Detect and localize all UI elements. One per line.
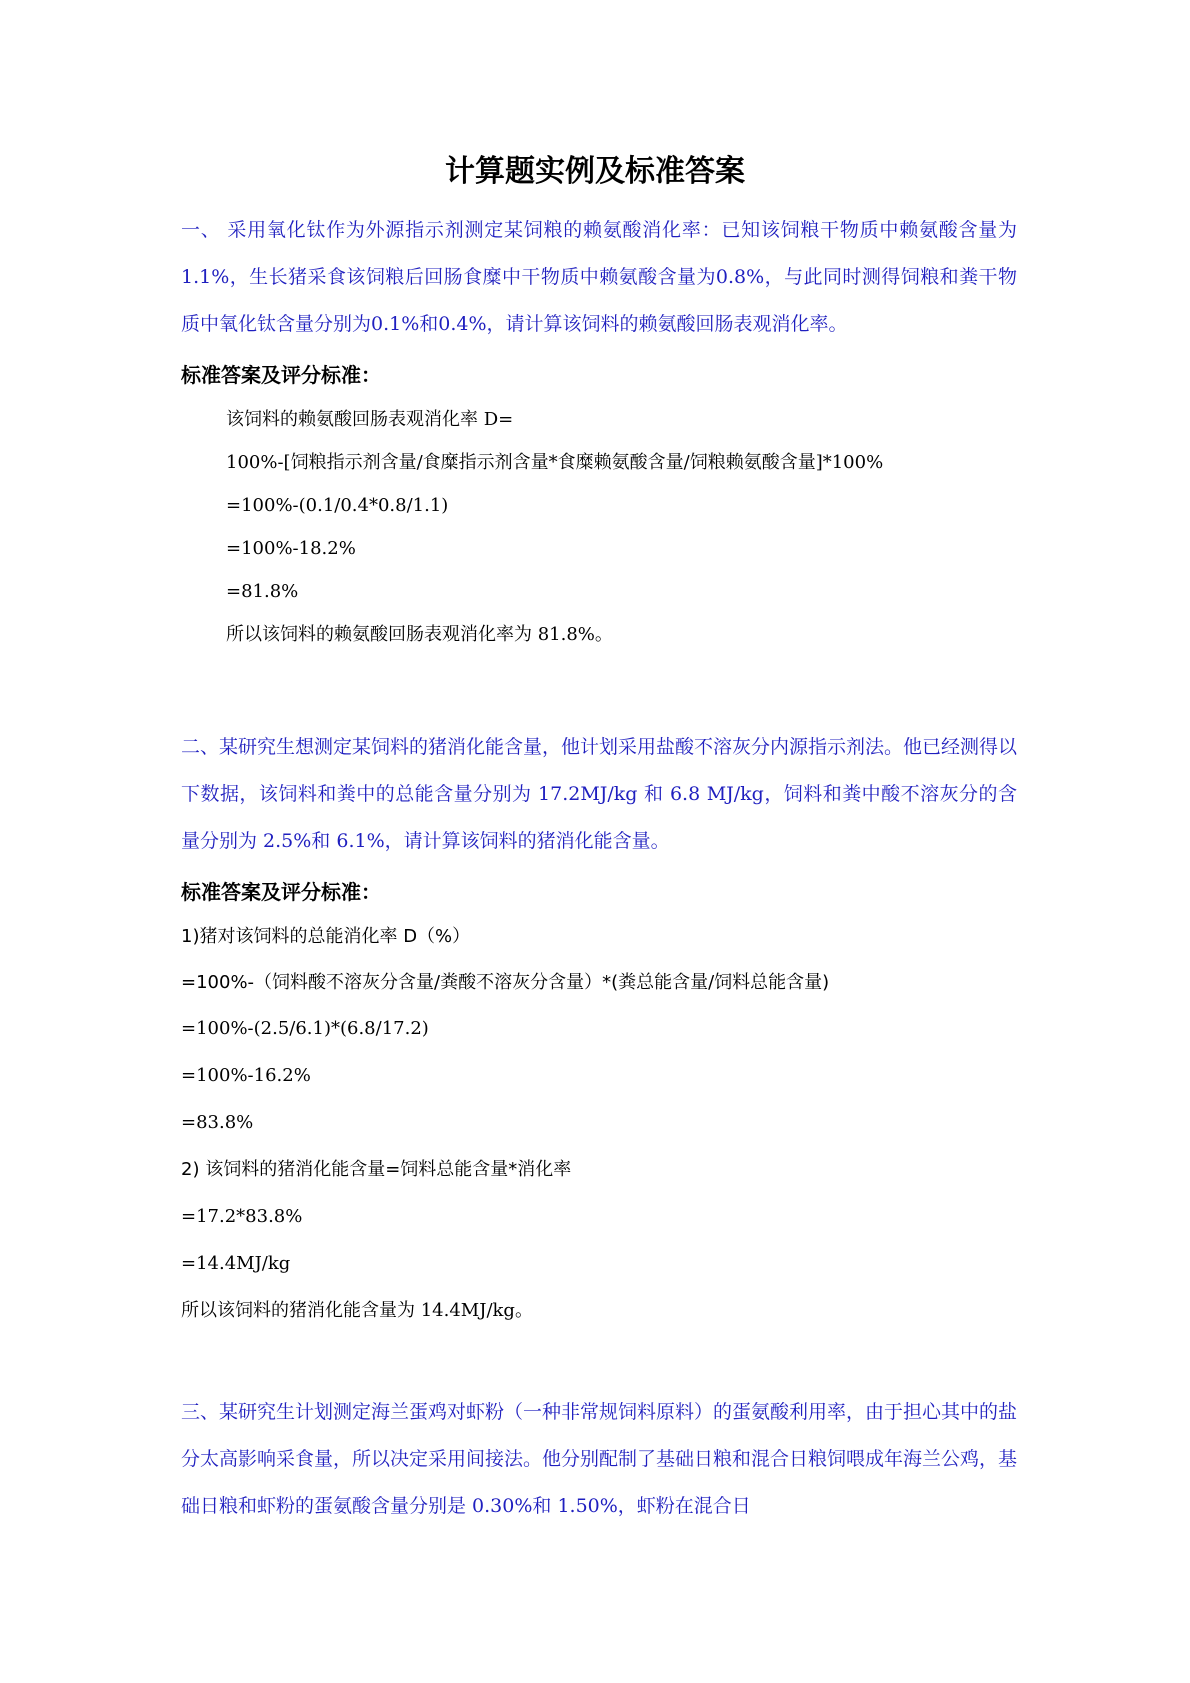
answer-heading-1: 标准答案及评分标准： (181, 363, 381, 387)
question-1-text: 一、 采用氧化钛作为外源指示剂测定某饲粮的赖氨酸消化率：已知该饲粮干物质中赖氨酸含量为1.1%，生长猪采食该饲粮后回肠食糜中干物质中赖氨酸含量为0.8%，与此同时测得饲粮和粪干物质中氧化钛含量分别为0.1%和0.4%，请计算该饲料的赖氨酸回肠表观消化率。 (181, 219, 1017, 335)
answer-2-line-8: =14.4MJ/kg (181, 1253, 291, 1274)
answer-heading-2: 标准答案及评分标准： (181, 880, 381, 904)
answer-2-line-4: =100%-16.2% (181, 1065, 311, 1086)
answer-1-line-4: =100%-18.2% (226, 538, 356, 559)
answer-2-line-3: =100%-(2.5/6.1)*(6.8/17.2) (181, 1018, 429, 1039)
answer-1-line-5: =81.8% (226, 581, 299, 602)
answer-2-conclusion: 所以该饲料的猪消化能含量为 14.4MJ/kg。 (181, 1300, 533, 1321)
page-title: 计算题实例及标准答案 (445, 154, 745, 189)
answer-1-line-2: 100%-[饲粮指示剂含量/食糜指示剂含量*食糜赖氨酸含量/饲粮赖氨酸含量]*100% (226, 452, 884, 473)
answer-2-line-6: 2) 该饲料的猪消化能含量=饲料总能含量*消化率 (181, 1159, 572, 1180)
question-3-text: 三、某研究生计划测定海兰蛋鸡对虾粉（一种非常规饲料原料）的蛋氨酸利用率，由于担心其中的盐分太高影响采食量，所以决定采用间接法。他分别配制了基础日粮和混合日粮饲喂成年海兰公鸡，基础日粮和虾粉的蛋氨酸含量分别是 0.30%和 1.50%，虾粉在混合日 (181, 1401, 1018, 1517)
answer-2-line-2: =100%-（饲料酸不溶灰分含量/粪酸不溶灰分含量）*(粪总能含量/饲料总能含量) (181, 972, 830, 993)
answer-2-line-5: =83.8% (181, 1112, 254, 1133)
answer-1-line-1: 该饲料的赖氨酸回肠表观消化率 D= (226, 409, 514, 430)
answer-1-conclusion: 所以该饲料的赖氨酸回肠表观消化率为 81.8%。 (226, 624, 613, 645)
answer-2-line-1: 1)猪对该饲料的总能消化率 D（%） (181, 926, 471, 947)
question-2-text: 二、某研究生想测定某饲料的猪消化能含量，他计划采用盐酸不溶灰分内源指示剂法。他已经测得以下数据，该饲料和粪中的总能含量分别为 17.2MJ/kg 和 6.8 MJ/kg，饲料和粪中酸不溶灰分的含量分别为 2.5%和 6.1%，请计算该饲料的猪消化能含量。 (181, 736, 1018, 852)
answer-1-line-3: =100%-(0.1/0.4*0.8/1.1) (226, 495, 449, 516)
answer-2-line-7: =17.2*83.8% (181, 1206, 303, 1227)
